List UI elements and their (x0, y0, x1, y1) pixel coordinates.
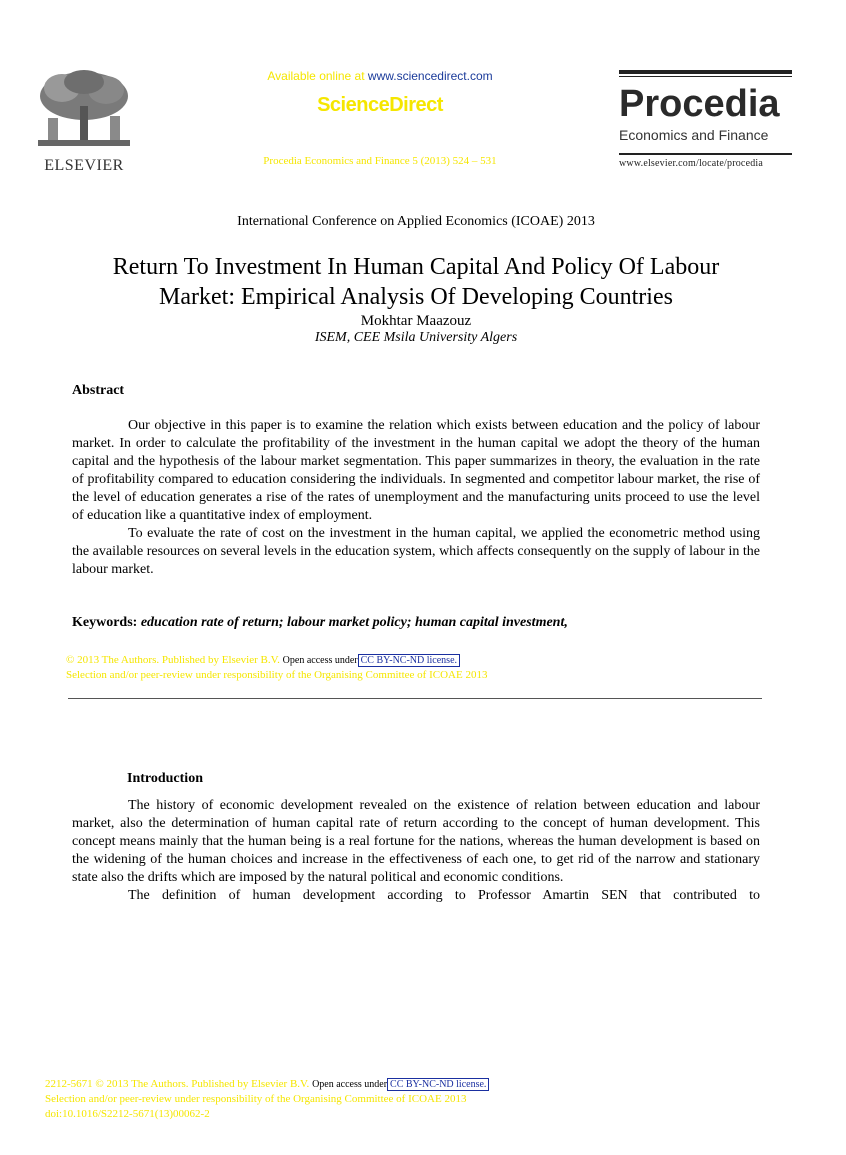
introduction-paragraph-2: The definition of human development according to Professor Amartin SEN that contributed to (128, 888, 760, 903)
introduction-paragraph-1: The history of economic development revealed on the existence of relation between education and labour market, also the determination of human capital rate of return according to the concept of human development. This concept means mainly that the human being is a real fortune for the nations, whereas the human development is based on the widening of the human choices and increase in the effectiveness of each one, to get rid of the narrow and stationary state also the drifts which are imposed by the natural political and economic conditions. (72, 798, 760, 885)
elsevier-tree-icon (24, 66, 144, 150)
procedia-logo (619, 70, 792, 169)
abstract-paragraph-1: Our objective in this paper is to examine the relation which exists between education and the policy of labour market. In order to calculate the profitability of the investment in the human capital we adopt the theory of the human capital and the hypothesis of the labour market segmentation. This paper summarizes in theory, the evaluation in the rate of profitability compared to education considering the individuals. In segmented and competitor labour market, the rise of the level of education generates a rise of the rates of unemployment and the manufacturing units proceed to use the level of education like a quantitative index of employment. (72, 418, 760, 523)
procedia-subtitle: Economics and Finance (619, 127, 769, 143)
section-divider (68, 698, 762, 699)
procedia-top-rule (619, 70, 792, 74)
procedia-top-rule-thin (619, 76, 792, 77)
available-prefix: Available online at (267, 69, 368, 83)
copyright-block (66, 653, 766, 683)
conference-line: International Conference on Applied Economics (ICOAE) 2013 (237, 214, 595, 229)
footer-block (45, 1077, 765, 1122)
footer-license-link[interactable]: CC BY-NC-ND license. (387, 1078, 489, 1091)
elsevier-wordmark: ELSEVIER (44, 157, 124, 174)
abstract-heading: Abstract (72, 383, 125, 398)
paper-title (40, 252, 792, 312)
available-online-line (240, 69, 520, 83)
author-name: Mokhtar Maazouz (360, 313, 472, 329)
procedia-url: www.elsevier.com/locate/procedia (619, 158, 764, 169)
author-affiliation: ISEM, CEE Msila University Algers (314, 330, 518, 345)
keywords-label: Keywords: (72, 615, 138, 630)
procedia-title: Procedia (619, 83, 780, 125)
copyright-text: © 2013 The Authors. Published by Elsevier B.V. (66, 654, 280, 666)
paper-title-line-2: Market: Empirical Analysis Of Developing Countries (159, 284, 673, 310)
introduction-body (72, 797, 760, 905)
elsevier-logo (24, 66, 144, 174)
review-line: Selection and/or peer-review under responsibility of the Organising Committee of ICOAE 2013 (66, 669, 488, 681)
footer-issn-line (45, 1077, 765, 1092)
footer-issn-text: 2212-5671 © 2013 The Authors. Published by Elsevier B.V. (45, 1078, 310, 1090)
footer-open-access-text: Open access under (312, 1079, 388, 1090)
keywords-text: education rate of return; labour market policy; human capital investment, (140, 615, 568, 630)
footer-doi: doi:10.1016/S2212-5671(13)00062-2 (45, 1108, 210, 1120)
abstract-paragraph-2: To evaluate the rate of cost on the investment in the human capital, we applied the econometric method using the available resources on several levels in the education system, which affects consequently on the supply of labour in the labour market. (72, 526, 760, 577)
sciencedirect-url-link[interactable]: www.sciencedirect.com (367, 69, 493, 83)
open-access-text: Open access under (282, 655, 358, 666)
copyright-line (66, 653, 766, 668)
procedia-bottom-rule (619, 153, 792, 155)
sciencedirect-logo: ScienceDirect (317, 94, 443, 116)
abstract-body (72, 417, 760, 579)
introduction-heading: Introduction (127, 771, 203, 786)
citation-line: Procedia Economics and Finance 5 (2013) 524 – 531 (263, 155, 497, 167)
paper-title-line-1: Return To Investment In Human Capital And Policy Of Labour (112, 254, 720, 280)
license-link[interactable]: CC BY-NC-ND license. (358, 654, 460, 667)
keywords-line (72, 615, 772, 631)
footer-review-line: Selection and/or peer-review under responsibility of the Organising Committee of ICOAE 2013 (45, 1093, 467, 1105)
